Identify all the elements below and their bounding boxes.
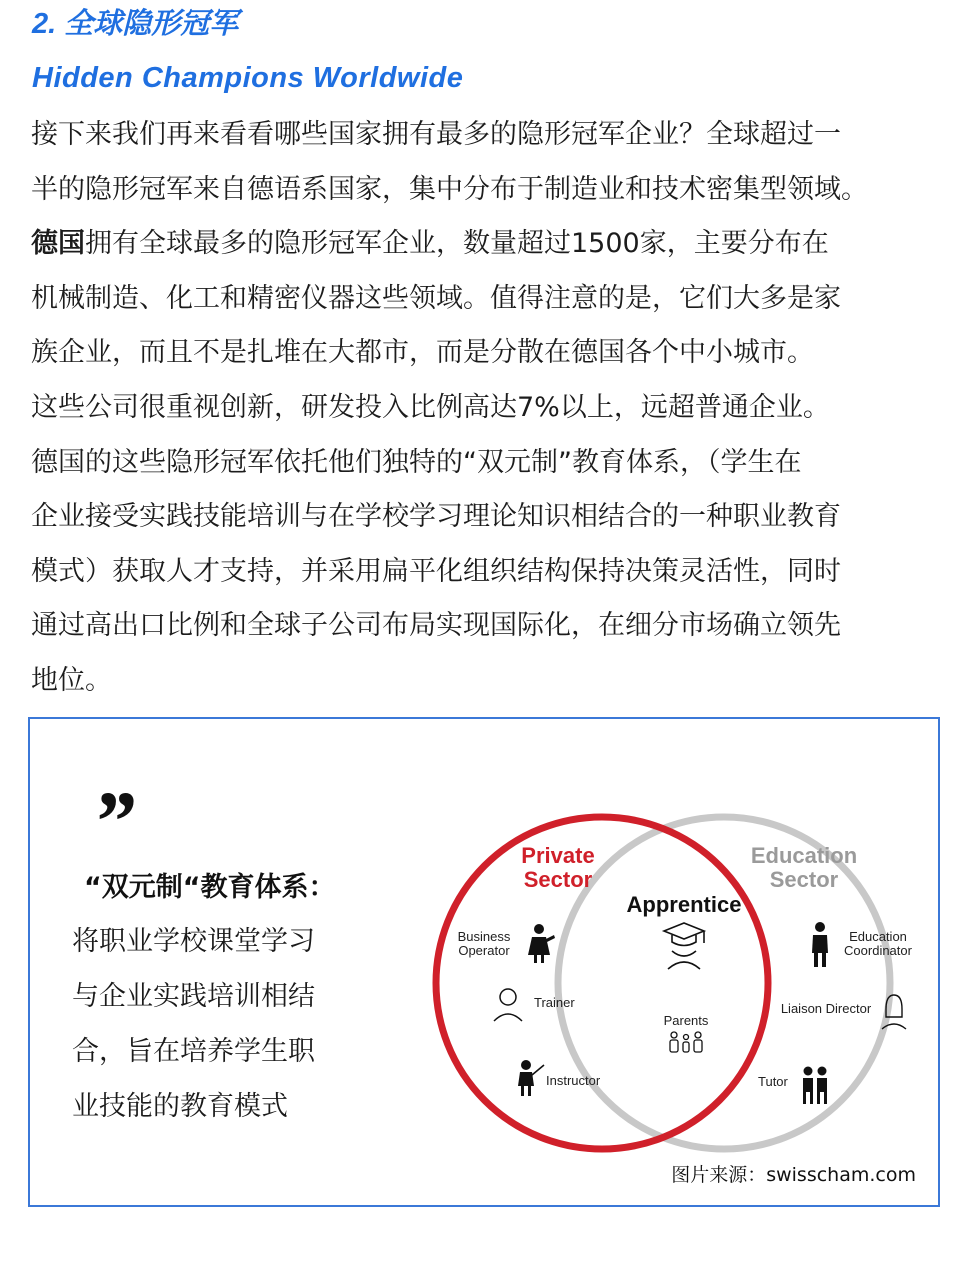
description-line: 合，旨在培养学生职	[72, 1036, 315, 1067]
venn-diagram	[398, 799, 928, 1159]
trainer-icon	[494, 989, 522, 1021]
private-sector-title: Private	[521, 843, 595, 868]
body-line: 通过高出口比例和全球子公司布局实现国际化，在细分市场确立领先	[31, 610, 841, 642]
description-line: 与企业实践培训相结	[72, 981, 315, 1012]
business-operator-label: Operator	[458, 943, 510, 958]
description-line: 业技能的教育模式	[72, 1091, 288, 1122]
education-coordinator-icon	[812, 922, 828, 967]
tutor-label: Tutor	[758, 1074, 788, 1089]
body-line: 德国拥有全球最多的隐形冠军企业，数量超过1500家，主要分布在	[31, 228, 829, 260]
tutor-icon	[803, 1067, 827, 1105]
body-line: 地位。	[31, 664, 112, 696]
figure-description	[72, 914, 382, 1134]
body-line: 德国的这些隐形冠军依托他们独特的“双元制”教育体系，（学生在	[31, 446, 802, 478]
bold-germany: 德国	[31, 228, 85, 260]
parents-label: Parents	[663, 1013, 709, 1028]
body-paragraph	[31, 108, 946, 709]
body-line: 接下来我们再来看看哪些国家拥有最多的隐形冠军企业？全球超过一	[31, 119, 841, 150]
body-line: 族企业，而且不是扎堆在大都市，而是分散在德国各个中小城市。	[31, 337, 814, 369]
education-sector-title: Sector	[769, 867, 839, 892]
business-operator-icon	[528, 924, 555, 963]
body-line: 这些公司很重视创新，研发投入比例高达7%以上，远超普通企业。	[31, 391, 830, 423]
body-line: 半的隐形冠军来自德语系国家，集中分布于制造业和技术密集型领域。	[31, 173, 868, 205]
figure-box	[28, 717, 940, 1207]
figure-title: “双元制“教育体系：	[84, 872, 336, 903]
private-sector-title: Sector	[523, 867, 593, 892]
description-line: 将职业学校课堂学习	[72, 926, 315, 957]
section-heading-cn: 2. 全球隐形冠军	[32, 8, 239, 40]
education-sector-title: Education	[750, 843, 858, 868]
body-line: 机械制造、化工和精密仪器这些领域。值得注意的是，它们大多是家	[31, 282, 841, 314]
instructor-label: Instructor	[546, 1073, 601, 1088]
education-coordinator-label: Coordinator	[844, 943, 912, 958]
education-coordinator-label: Education	[849, 929, 907, 944]
liaison-director-label: Liaison Director	[780, 1001, 872, 1016]
apprentice-title: Apprentice	[626, 892, 742, 917]
business-operator-label: Business	[457, 929, 511, 944]
instructor-icon	[518, 1060, 544, 1096]
trainer-label: Trainer	[534, 995, 575, 1010]
body-line: 企业接受实践技能培训与在学校学习理论知识相结合的一种职业教育	[31, 501, 841, 533]
quote-mark-icon: ”	[92, 773, 135, 869]
graduate-icon	[664, 923, 704, 969]
section-heading-en: Hidden Champions Worldwide	[32, 62, 464, 94]
image-credit: 图片来源：swisscham.com	[671, 1164, 916, 1186]
body-line: 模式）获取人才支持，并采用扁平化组织结构保持决策灵活性，同时	[31, 555, 841, 587]
parents-icon	[670, 1032, 702, 1052]
